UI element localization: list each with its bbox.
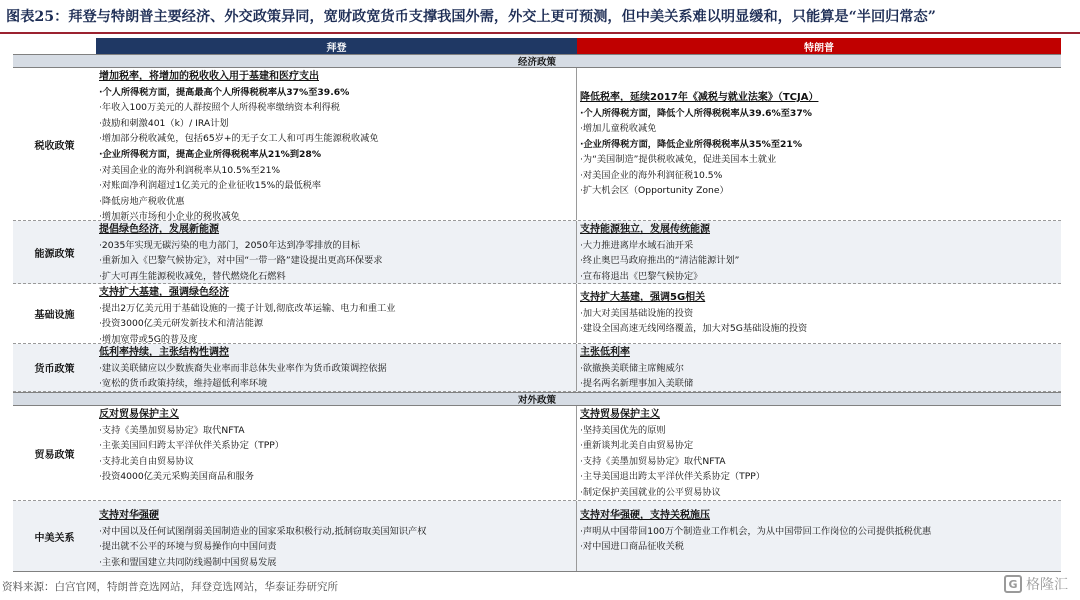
policy-line: ·重新加入《巴黎气候协定》，对中国“一带一路”建设提出更高环保要求 — [99, 255, 383, 267]
row-china-us — [13, 501, 1061, 572]
category-label: 能源政策 — [34, 248, 75, 260]
policy-line: ·坚持美国优先的原则 — [580, 424, 666, 436]
policy-line: ·欲撤换美联储主席鲍威尔 — [580, 362, 684, 374]
header-blank — [13, 38, 96, 54]
policy-heading: 支持扩大基建，强调5G相关 — [580, 292, 706, 303]
policy-line: ·增加部分税收减免，包括65岁+的无子女工人和可再生能源税收减免 — [99, 133, 379, 145]
policy-line: ·2035年实现无碳污染的电力部门，2050年达到净零排放的目标 — [99, 239, 360, 251]
policy-line: ·加大对美国基础设施的投资 — [580, 307, 694, 319]
policy-heading: 支持贸易保护主义 — [580, 409, 660, 420]
biden-cell — [96, 344, 577, 391]
policy-line: ·鼓励和刺激401（k）/ IRA计划 — [99, 117, 229, 129]
watermark-text: 格隆汇 — [1026, 577, 1068, 593]
policy-line: ·对美国企业的海外利润税率从10.5%至21% — [99, 164, 281, 176]
table-header — [13, 38, 1061, 54]
policy-line: ·增加儿童税收减免 — [580, 123, 657, 135]
policy-line: ·大力推进离岸水域石油开采 — [580, 239, 694, 251]
page-title: 图表25：拜登与特朗普主要经济、外交政策异同，宽财政宽货币支撑我国外需，外交上更可预测，但中美关系难以明显缓和，只能算是“半回归常态” — [6, 9, 936, 25]
trump-cell — [577, 344, 1061, 391]
biden-cell — [96, 284, 577, 343]
policy-line: ·对中国进口商品征收关税 — [580, 541, 684, 553]
biden-cell — [96, 221, 577, 283]
comparison-table — [13, 38, 1061, 572]
category-label: 贸易政策 — [34, 449, 75, 461]
policy-line: ·年收入100万美元的人群按照个人所得税率缴纳资本利得税 — [99, 102, 340, 114]
policy-line: ·扩大可再生能源税收减免，替代燃烧化石燃料 — [99, 270, 286, 282]
policy-line: ·终止奥巴马政府推出的“清洁能源计划” — [580, 255, 740, 267]
policy-line: ·提出就不公平的环境与贸易操作向中国问责 — [99, 541, 277, 553]
policy-line: ·个人所得税方面，降低个人所得税税率从39.6%至37% — [580, 107, 812, 119]
policy-line: ·对中国以及任何试图削弱美国制造业的国家采取积极行动,抵制窃取美国知识产权 — [99, 525, 427, 537]
policy-heading: 提倡绿色经济，发展新能源 — [99, 224, 219, 235]
policy-line: ·主导美国退出跨太平洋伙伴关系协定（TPP） — [580, 471, 765, 483]
header-biden: 拜登 — [96, 38, 577, 54]
policy-heading: 支持能源独立，发展传统能源 — [580, 224, 710, 235]
header-trump: 特朗普 — [577, 38, 1061, 54]
title-bar — [0, 0, 1080, 34]
trump-cell — [577, 406, 1061, 500]
policy-line: ·扩大机会区（Opportunity Zone） — [580, 185, 729, 197]
policy-line: ·制定保护美国就业的公平贸易协议 — [580, 486, 721, 498]
row-monetary — [13, 344, 1061, 392]
policy-heading: 降低税率，延续2017年《减税与就业法案》（TCJA） — [580, 91, 819, 103]
trump-cell — [577, 221, 1061, 283]
source-note: 资料来源：白宫官网，特朗普竞选网站，拜登竞选网站，华泰证券研究所 — [2, 581, 338, 593]
policy-line: ·提名两名新理事加入美联储 — [580, 378, 694, 390]
biden-cell — [96, 501, 577, 571]
policy-line: ·降低房地产税收优惠 — [99, 195, 185, 207]
policy-line: ·宽松的货币政策持续，维持超低利率环境 — [99, 378, 268, 390]
policy-line: ·对美国企业的海外利润征税10.5% — [580, 169, 723, 181]
policy-line: ·增加新兴市场和小企业的税收减免 — [99, 211, 240, 223]
policy-heading: 主张低利率 — [580, 347, 630, 358]
biden-cell — [96, 406, 577, 500]
policy-line: ·支持《美墨加贸易协定》取代NFTA — [580, 455, 726, 467]
policy-line: ·提出2万亿美元用于基础设施的一揽子计划,彻底改革运输、电力和重工业 — [99, 302, 396, 314]
policy-line: ·投资3000亿美元研发新技术和清洁能源 — [99, 318, 264, 330]
watermark — [1004, 574, 1068, 594]
policy-line: ·宣布将退出《巴黎气候协定》 — [580, 270, 703, 282]
category-label: 货币政策 — [34, 364, 75, 375]
trump-cell — [577, 284, 1061, 343]
policy-line: ·对账面净利润超过1亿美元的企业征收15%的最低税率 — [99, 180, 322, 192]
category-label: 中美关系 — [34, 532, 75, 544]
biden-cell — [96, 68, 577, 223]
policy-line: ·为“美国制造”提供税收减免，促进美国本土就业 — [580, 154, 777, 166]
policy-heading: 增加税率，将增加的税收收入用于基建和医疗支出 — [99, 71, 319, 82]
trump-cell — [577, 501, 1061, 571]
policy-heading: 支持对华强硬，支持关税施压 — [580, 510, 710, 521]
row-tax — [13, 68, 1061, 221]
policy-heading: 支持对华强硬 — [99, 510, 159, 521]
policy-line: ·增加宽带或5G的普及度 — [99, 333, 198, 345]
policy-line: ·企业所得税方面，降低企业所得税税率从35%至21% — [580, 138, 803, 150]
policy-heading: 低利率持续，主张结构性调控 — [99, 347, 229, 358]
policy-line: ·支持《美墨加贸易协定》取代NFTA — [99, 424, 245, 436]
policy-line: ·投资4000亿美元采购美国商品和服务 — [99, 471, 254, 483]
policy-line: ·主张美国回归跨太平洋伙伴关系协定（TPP） — [99, 440, 284, 452]
policy-line: ·声明从中国带回100万个制造业工作机会，为从中国带回工作岗位的公司提供抵税优惠 — [580, 525, 932, 537]
policy-line: ·主张和盟国建立共同防线遏制中国贸易发展 — [99, 556, 277, 568]
row-infrastructure — [13, 284, 1061, 344]
policy-line: ·建议美联储应以少数族裔失业率而非总体失业率作为货币政策调控依据 — [99, 362, 387, 374]
policy-line: ·建设全国高速无线网络覆盖，加大对5G基础设施的投资 — [580, 323, 808, 335]
section-economic: 经济政策 — [13, 54, 1061, 68]
policy-heading: 反对贸易保护主义 — [99, 409, 179, 420]
policy-line: ·支持北美自由贸易协议 — [99, 455, 194, 467]
row-trade — [13, 406, 1061, 501]
trump-cell — [577, 68, 1061, 220]
row-energy — [13, 221, 1061, 284]
policy-line: ·企业所得税方面，提高企业所得税税率从21%到28% — [99, 148, 322, 160]
policy-heading: 支持扩大基建，强调绿色经济 — [99, 287, 229, 298]
policy-line: ·重新谈判北美自由贸易协定 — [580, 440, 694, 452]
section-foreign: 对外政策 — [13, 392, 1061, 406]
policy-line: ·个人所得税方面，提高最高个人所得税税率从37%至39.6% — [99, 86, 350, 98]
category-label: 基础设施 — [34, 310, 75, 321]
watermark-logo-icon: G — [1004, 575, 1022, 593]
category-label: 税收政策 — [34, 140, 75, 152]
